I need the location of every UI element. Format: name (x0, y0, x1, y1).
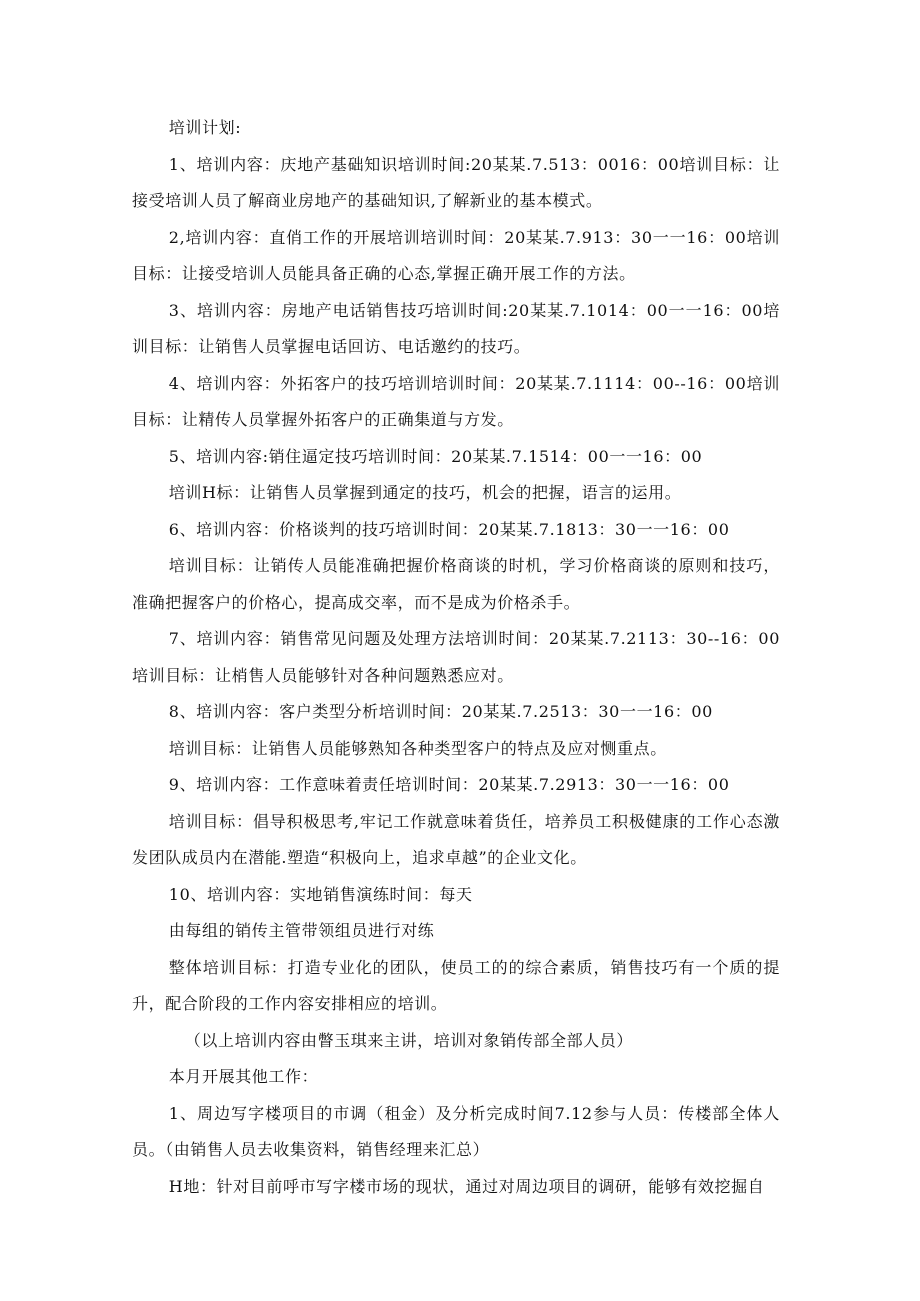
training-item-8-goal: 培训目标：让销售人员能够熟知各种类型客户的特点及应对恻重点。 (168, 738, 667, 758)
other-work-item-1: 1、周边写字楼项目的市调（租金）及分析完成时间7.12参与人员：传楼部全体人员。（由销售人员去收集资料，销售经理来汇总） (132, 1103, 780, 1159)
training-item-3: 3、培训内容：房地产电话销售技巧培训时间:20某某.7.1014：00一一16：00培训目标：让销售人员掌握电话回访、电话邀约的技巧。 (132, 300, 780, 356)
training-item-10-note: 由每组的销传主管带领组员进行对练 (168, 921, 435, 940)
section-heading-other-work: 本月开展其他工作： (168, 1067, 319, 1086)
overall-training-goal: 整体培训目标：打造专业化的团队，使员工的的综合素质，销售技巧有一个质的提升，配合阶段的工作内容安排相应的培训。 (132, 957, 780, 1013)
section-heading-training-plan: 培训计划: (168, 118, 242, 137)
training-item-6: 6、培训内容：价格谈判的技巧培训时间：20某某.7.1813：30一一16：00 (168, 519, 730, 539)
training-item-9: 9、培训内容：工作意味着责任培训时间：20某某.7.2913：30一一16：00 (168, 775, 730, 794)
training-item-8: 8、培训内容：客户类型分析培训时间：20某某.7.2513：30一一16：00 (168, 702, 713, 721)
training-item-5-goal: 培训H标：让销售人员掌握到通定的技巧，机会的把握，语言的运用。 (168, 483, 682, 502)
training-item-2: 2,培训内容：直俏工作的开展培训培训时间：20某某.7.913：30一一16：00培训目标：让接受培训人员能具备正确的心态,掌握正确开展工作的方法。 (132, 227, 780, 283)
training-item-4: 4、培训内容：外拓客户的技巧培训培训时间：20某某.7.1114：00--16：00培训目标：让精传人员掌握外拓客户的正确集道与方发。 (132, 373, 780, 429)
training-item-5: 5、培训内容:销住逼定技巧培训时间：20某某.7.1514：00一一16：00 (168, 446, 703, 466)
training-item-1: 1、培训内容：庆地产基础知识培训时间:20某某.7.513：0016：00培训目标：让接受培训人员了解商业房地产的基础知识,了解新业的基本模式。 (132, 154, 780, 210)
training-item-7: 7、培训内容：销售常见问题及处理方法培训时间：20某某.7.2113：30--16：00培训目标：让梢售人员能够针对各种问题熟悉应对。 (132, 629, 780, 685)
training-item-6-goal: 培训目标：让销传人员能准确把握价格商谈的时机，学习价格商谈的原则和技巧，准确把握客户的价格心，提高成交率，而不是成为价格杀手。 (132, 556, 780, 612)
other-work-item-1-purpose: H地：针对目前呼市写字楼市场的现状，通过对周边项目的调研，能够有效挖掘自 (168, 1176, 765, 1196)
training-item-9-goal: 培训目标：倡导积极思考,牢记工作就意味着货任，培养员工积极健康的工作心态激发团队成员内在潜能.塑造“积极向上，追求卓越”的企业文化。 (132, 811, 780, 867)
training-item-10: 10、培训内容：实地销售演练时间：每天 (168, 884, 473, 904)
training-presenter-note: （以上培训内容由瞥玉琪来主讲，培训对象销传部全部人员） (184, 1030, 633, 1050)
